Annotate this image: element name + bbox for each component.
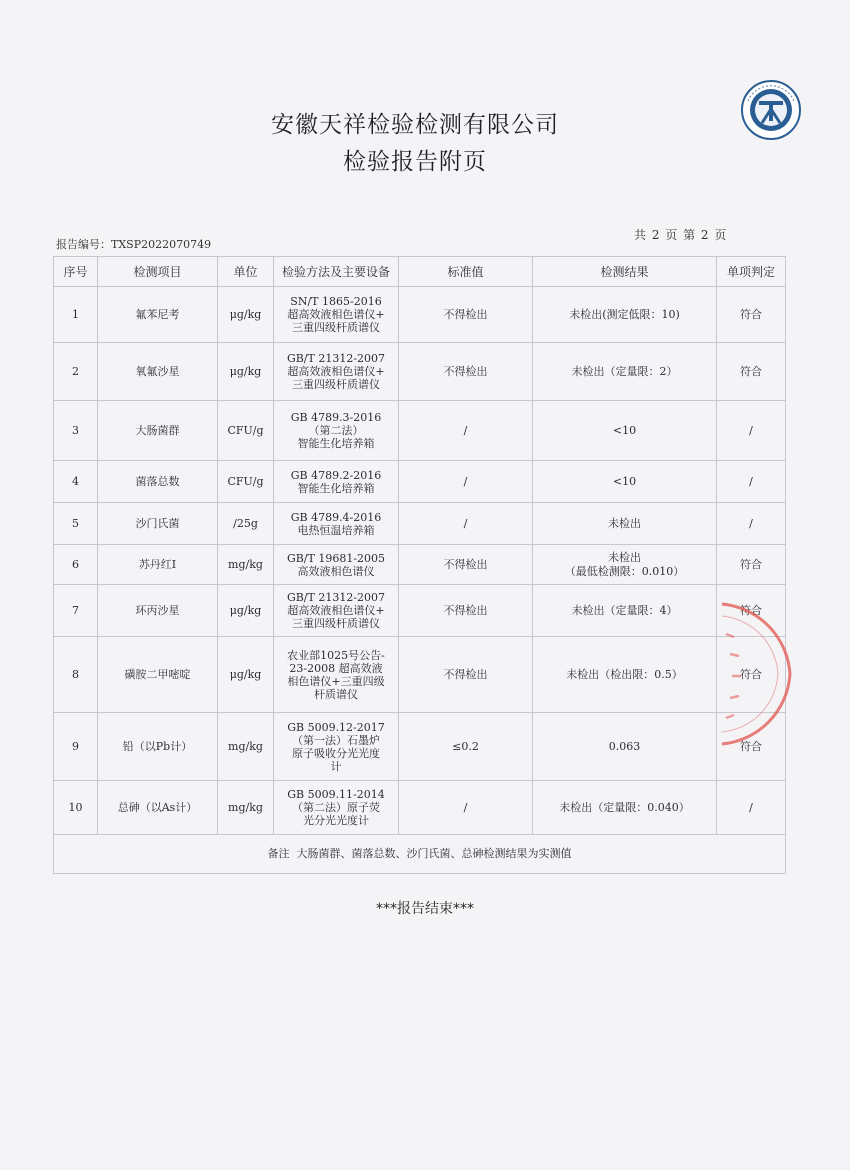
test-result-line: 未检出(测定低限：10) <box>569 307 680 321</box>
unit-cell: μg/kg <box>218 287 274 343</box>
item-name-cell: 环丙沙星 <box>98 585 218 637</box>
unit-cell: μg/kg <box>218 585 274 637</box>
test-result-line: 0.063 <box>608 739 641 753</box>
remark-cell <box>54 835 786 874</box>
method-line: GB 4789.3-2016 <box>290 411 382 424</box>
method-cell <box>274 781 399 835</box>
test-result-line: 未检出 <box>608 516 641 530</box>
table-row <box>54 343 786 401</box>
method-cell <box>274 287 399 343</box>
method-line: （第二法）原子荧 <box>292 801 380 814</box>
item-name-cell: 磺胺二甲嘧啶 <box>98 637 218 713</box>
table-row <box>54 713 786 781</box>
standard-value-cell: 不得检出 <box>399 637 533 713</box>
judgement-cell: 符合 <box>717 545 786 585</box>
method-cell <box>274 545 399 585</box>
standard-value-cell: 不得检出 <box>399 545 533 585</box>
column-header: 检测结果 <box>533 257 717 287</box>
judgement-cell: / <box>717 461 786 503</box>
test-result-cell <box>533 781 717 835</box>
unit-cell: mg/kg <box>218 781 274 835</box>
method-line: 超高效液相色谱仪+ <box>287 604 385 617</box>
method-line: 农业部1025号公告- <box>287 648 385 662</box>
method-cell <box>274 713 399 781</box>
table-row <box>54 585 786 637</box>
row-number-cell: 6 <box>54 545 98 585</box>
method-cell <box>274 401 399 461</box>
standard-value-cell: ≤0.2 <box>399 713 533 781</box>
table-row <box>54 401 786 461</box>
method-line: 23-2008 超高效液 <box>289 661 383 675</box>
judgement-cell: 符合 <box>717 343 786 401</box>
judgement-cell: 符合 <box>717 287 786 343</box>
table-row <box>54 461 786 503</box>
test-result-line: <10 <box>612 423 637 437</box>
inspection-table <box>53 256 786 874</box>
unit-cell: /25g <box>218 503 274 545</box>
test-result-cell <box>533 545 717 585</box>
item-name-cell: 氟苯尼考 <box>98 287 218 343</box>
standard-value-cell: / <box>399 781 533 835</box>
test-result-cell <box>533 461 717 503</box>
method-line: GB 4789.2-2016 <box>290 468 382 482</box>
item-name-cell: 苏丹红Ⅰ <box>98 545 218 585</box>
method-line: 光分光光度计 <box>303 814 369 827</box>
row-number-cell: 7 <box>54 585 98 637</box>
remark-row <box>54 835 786 874</box>
test-result-line: 未检出（定量限：4） <box>571 603 678 617</box>
row-number-cell: 8 <box>54 637 98 713</box>
standard-value-cell: / <box>399 401 533 461</box>
standard-value-cell: / <box>399 461 533 503</box>
test-result-line: 未检出（定量限：2） <box>571 364 678 378</box>
unit-cell: CFU/g <box>218 401 274 461</box>
method-line: 三重四级杆质谱仪 <box>292 321 380 334</box>
table-header-row <box>54 257 786 287</box>
report-subtitle: 检验报告附页 <box>343 149 487 175</box>
test-result-line: 未检出（定量限：0.040） <box>559 800 690 814</box>
standard-value-cell: 不得检出 <box>399 585 533 637</box>
column-header: 单位 <box>218 257 274 287</box>
column-header: 序号 <box>54 257 98 287</box>
method-line: GB 5009.12-2017 <box>287 720 385 734</box>
standard-value-cell: / <box>399 503 533 545</box>
table-row <box>54 781 786 835</box>
page-info: 共 2 页 第 2 页 <box>634 228 728 242</box>
method-line: 智能生化培养箱 <box>297 481 375 495</box>
method-line: 三重四级杆质谱仪 <box>292 617 380 630</box>
inspection-seal-icon <box>700 594 810 754</box>
item-name-cell: 大肠菌群 <box>98 401 218 461</box>
test-result-cell <box>533 287 717 343</box>
method-line: GB/T 19681-2005 <box>286 551 386 565</box>
method-line: 超高效液相色谱仪+ <box>287 308 385 321</box>
method-line: （第二法） <box>308 424 364 437</box>
remark-label: 备注 <box>267 847 290 860</box>
unit-cell: μg/kg <box>218 343 274 401</box>
method-cell <box>274 637 399 713</box>
judgement-cell: / <box>717 503 786 545</box>
method-line: （第一法）石墨炉 <box>292 733 380 747</box>
method-line: SN/T 1865-2016 <box>290 295 382 308</box>
method-line: 相色谱仪+三重四级 <box>287 674 385 688</box>
row-number-cell: 10 <box>54 781 98 835</box>
method-cell <box>274 343 399 401</box>
company-name: 安徽天祥检验检测有限公司 <box>271 112 559 138</box>
row-number-cell: 5 <box>54 503 98 545</box>
judgement-cell: 符合 <box>717 637 786 713</box>
method-line: 三重四级杆质谱仪 <box>292 378 380 391</box>
unit-cell: mg/kg <box>218 713 274 781</box>
table-row <box>54 637 786 713</box>
method-line: GB/T 21312-2007 <box>286 591 386 604</box>
unit-cell: μg/kg <box>218 637 274 713</box>
method-line: 高效液相色谱仪 <box>297 564 375 578</box>
table-row <box>54 287 786 343</box>
test-result-cell <box>533 401 717 461</box>
method-line: 超高效液相色谱仪+ <box>287 365 385 378</box>
judgement-cell: / <box>717 781 786 835</box>
unit-cell: CFU/g <box>218 461 274 503</box>
table-row <box>54 503 786 545</box>
unit-cell: mg/kg <box>218 545 274 585</box>
table-row <box>54 545 786 585</box>
row-number-cell: 2 <box>54 343 98 401</box>
method-line: GB/T 21312-2007 <box>286 352 386 365</box>
standard-value-cell: 不得检出 <box>399 287 533 343</box>
row-number-cell: 1 <box>54 287 98 343</box>
item-name-cell: 铅（以Pb计） <box>98 713 218 781</box>
judgement-cell: 符合 <box>717 713 786 781</box>
method-line: GB 5009.11-2014 <box>287 788 385 801</box>
item-name-cell: 总砷（以As计） <box>98 781 218 835</box>
judgement-cell: 符合 <box>717 585 786 637</box>
test-result-line: 未检出（检出限：0.5） <box>566 667 683 681</box>
method-cell <box>274 503 399 545</box>
item-name-cell: 沙门氏菌 <box>98 503 218 545</box>
test-result-cell <box>533 343 717 401</box>
test-result-cell <box>533 637 717 713</box>
method-line: 智能生化培养箱 <box>297 437 375 450</box>
test-result-cell <box>533 503 717 545</box>
test-result-line: <10 <box>612 474 637 488</box>
method-cell <box>274 461 399 503</box>
column-header: 单项判定 <box>717 257 786 287</box>
test-result-cell <box>533 713 717 781</box>
item-name-cell: 氧氟沙星 <box>98 343 218 401</box>
method-line: 杆质谱仪 <box>314 687 358 701</box>
row-number-cell: 4 <box>54 461 98 503</box>
method-cell <box>274 585 399 637</box>
row-number-cell: 9 <box>54 713 98 781</box>
row-number-cell: 3 <box>54 401 98 461</box>
column-header: 检验方法及主要设备 <box>274 257 399 287</box>
column-header: 检测项目 <box>98 257 218 287</box>
standard-value-cell: 不得检出 <box>399 343 533 401</box>
report-end-marker: ***报告结束*** <box>376 901 474 917</box>
method-line: 原子吸收分光光度 <box>292 746 380 760</box>
item-name-cell: 菌落总数 <box>98 461 218 503</box>
method-line: 电热恒温培养箱 <box>297 523 375 537</box>
column-header: 标准值 <box>399 257 533 287</box>
judgement-cell: / <box>717 401 786 461</box>
method-line: 计 <box>330 759 342 773</box>
report-number: 报告编号：TXSP2022070749 <box>56 238 212 251</box>
test-result-cell <box>533 585 717 637</box>
method-line: GB 4789.4-2016 <box>290 510 382 524</box>
test-result-line: 未检出 <box>608 550 641 564</box>
remark-text: 大肠菌群、菌落总数、沙门氏菌、总砷检测结果为实测值 <box>296 847 572 860</box>
test-result-line: （最低检测限：0.010） <box>564 564 685 578</box>
